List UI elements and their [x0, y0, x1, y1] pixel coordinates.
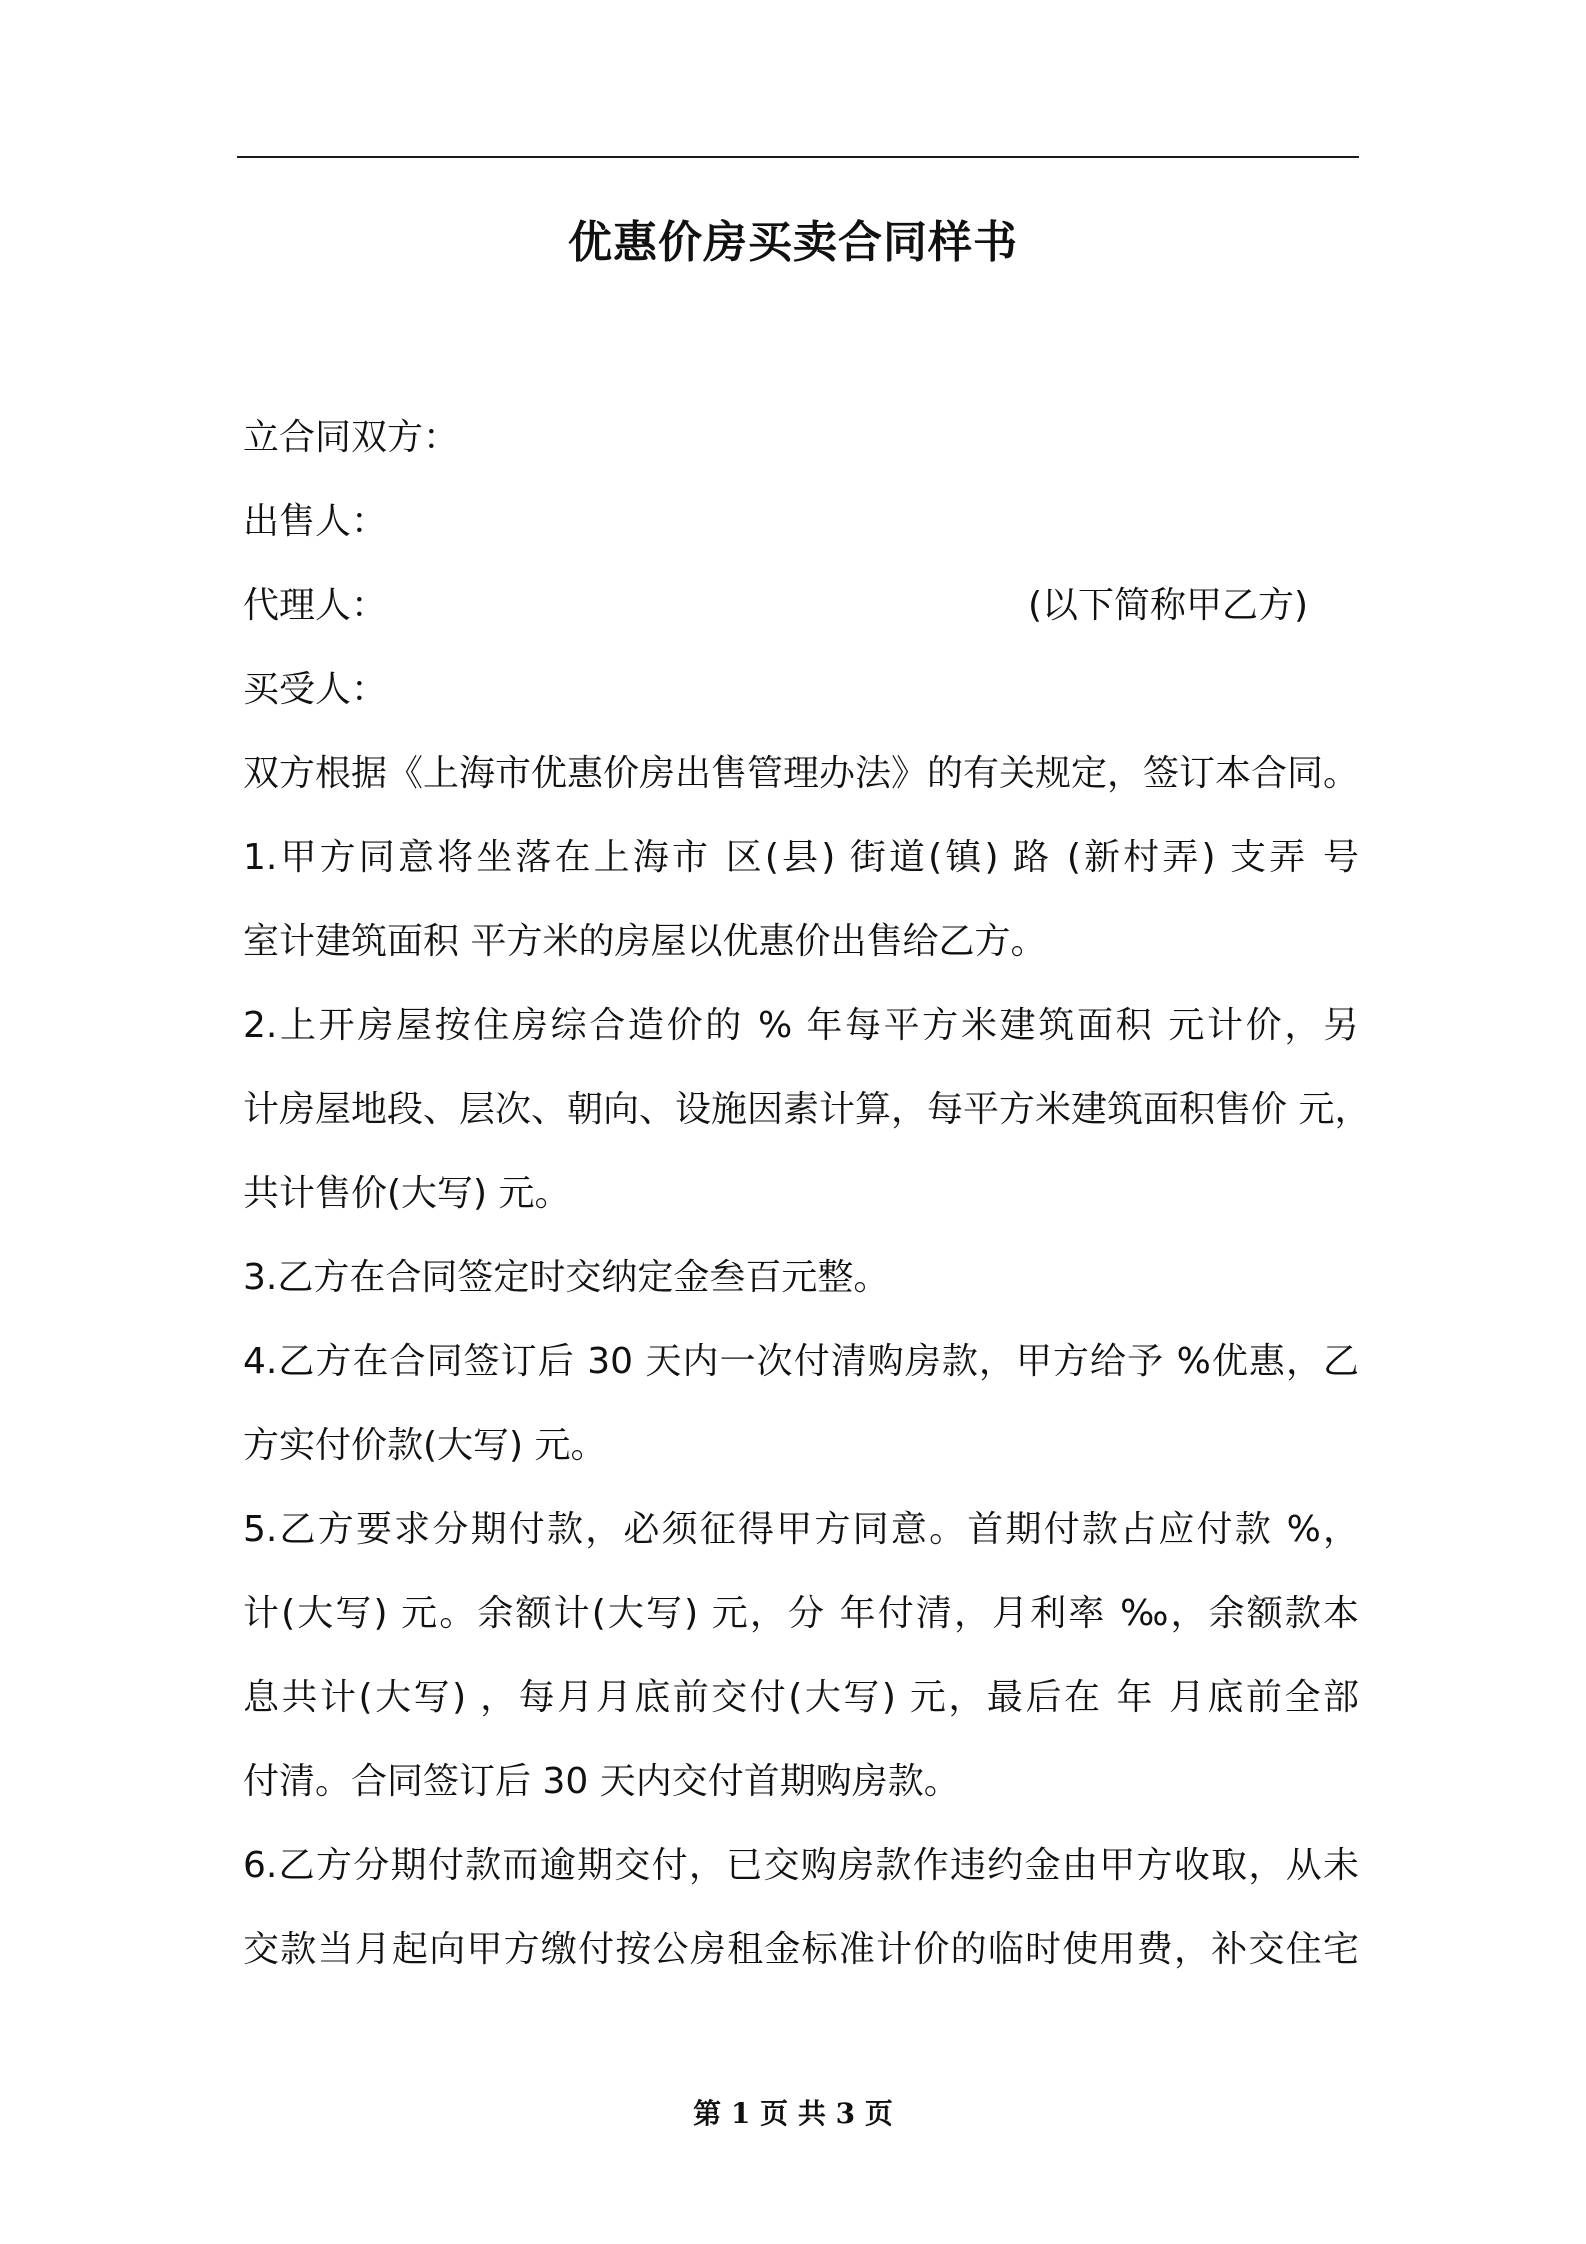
clause-6	[243, 1824, 1359, 1992]
agent-row	[243, 564, 1359, 648]
clause-5	[243, 1488, 1359, 1824]
clause-3	[243, 1236, 1359, 1320]
clause-line: 1.甲方同意将坐落在上海市 区(县) 街道(镇) 路 (新村弄) 支弄 号	[243, 837, 1359, 878]
clause-line: 2.上开房屋按住房综合造价的 % 年每平方米建筑面积 元计价，另	[243, 1005, 1359, 1046]
clause-line: 4.乙方在合同签订后 30 天内一次付清购房款，甲方给予 %优惠，乙	[243, 1341, 1359, 1382]
clause-1	[243, 816, 1359, 984]
clause-line: 息共计(大写) ，每月月底前交付(大写) 元，最后在 年 月底前全部	[243, 1677, 1359, 1718]
parties-heading-label: 立合同双方：	[243, 417, 460, 458]
clause-2	[243, 984, 1371, 1236]
abbreviation-note: (以下简称甲乙方)	[1028, 585, 1309, 626]
agent-label: 代理人：	[243, 585, 388, 626]
page-number: 第 1 页 共 3 页	[693, 2097, 893, 2130]
clause-line: 计房屋地段、层次、朝向、设施因素计算，每平方米建筑面积售价 元，	[243, 1089, 1371, 1130]
clause-line: 5.乙方要求分期付款，必须征得甲方同意。首期付款占应付款 %，	[243, 1509, 1359, 1550]
parties-heading	[243, 396, 1359, 480]
document-title: 优惠价房买卖合同样书	[568, 217, 1018, 268]
clause-line: 6.乙方分期付款而逾期交付，已交购房款作违约金由甲方收取，从未	[243, 1845, 1359, 1886]
preamble: 双方根据《上海市优惠价房出售管理办法》的有关规定，签订本合同。	[243, 753, 1360, 794]
seller-row	[243, 480, 1359, 564]
header-rule	[237, 156, 1359, 158]
clause-4	[243, 1320, 1359, 1488]
clause-line: 室计建筑面积 平方米的房屋以优惠价出售给乙方。	[243, 921, 1047, 962]
clause-line: 交款当月起向甲方缴付按公房租金标准计价的临时使用费，补交住宅	[243, 1929, 1359, 1970]
clause-line: 付清。合同签订后 30 天内交付首期购房款。	[243, 1761, 960, 1802]
clause-line: 计(大写) 元。余额计(大写) 元，分 年付清，月利率 ‰，余额款本	[243, 1593, 1359, 1634]
contract-body	[243, 732, 1371, 1992]
clause-line: 共计售价(大写) 元。	[243, 1173, 571, 1214]
seller-label: 出售人：	[243, 501, 388, 542]
clause-line: 3.乙方在合同签定时交纳定金叁百元整。	[243, 1257, 890, 1298]
clause-line: 方实付价款(大写) 元。	[243, 1425, 607, 1466]
buyer-label: 买受人：	[243, 669, 388, 710]
buyer-row	[243, 648, 1359, 732]
